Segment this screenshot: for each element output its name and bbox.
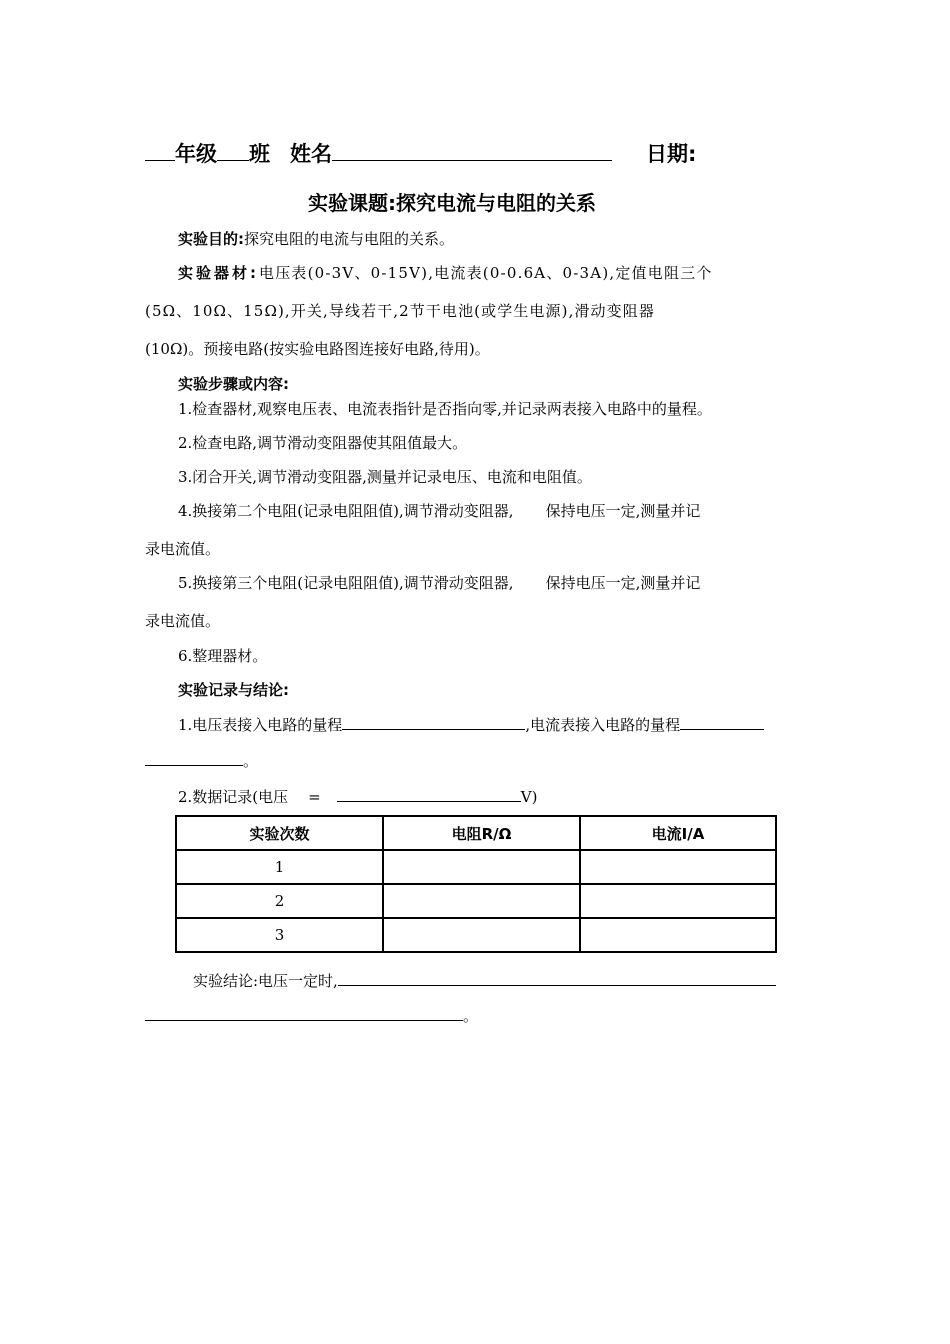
equipment-line-3: (10Ω)。预接电路(按实验电路图连接好电路,待用)。 [145, 340, 490, 358]
step-5-part-a: 5.换接第三个电阻(记录电阻阻值),调节滑动变阻器, [178, 574, 514, 592]
step-1: 1.检查器材,观察电压表、电流表指针是否指向零,并记录两表接入电路中的量程。 [178, 400, 712, 418]
step-2: 2.检查电路,调节滑动变阻器使其阻值最大。 [178, 434, 468, 452]
conclusion-end: 。 [463, 1006, 479, 1025]
resistance-cell[interactable] [383, 850, 580, 884]
purpose-label: 实验目的: [178, 230, 244, 248]
trial-number-cell: 2 [176, 884, 383, 918]
equipment-line-1 [178, 262, 806, 283]
conclusion-blank-2[interactable] [145, 1004, 463, 1021]
conclusion-line [193, 969, 776, 991]
conclusion-blank[interactable] [338, 969, 776, 986]
steps-label: 实验步骤或内容: [178, 375, 289, 393]
table-row [176, 850, 776, 884]
current-cell[interactable] [580, 884, 776, 918]
name-label: 姓名 [290, 142, 332, 167]
data-table [175, 815, 777, 953]
name-blank[interactable] [332, 138, 612, 161]
conclusion-line-2 [145, 1004, 478, 1026]
equipment-label: 实验器材: [178, 264, 259, 282]
data-record-label: 2.数据记录(电压 [178, 787, 289, 806]
record-item-1-end: 。 [243, 751, 259, 770]
trial-number-cell: 3 [176, 918, 383, 952]
voltmeter-range-label: 1.电压表接入电路的量程 [178, 715, 343, 734]
step-5-part-b: 保持电压一定,测量并记 [545, 574, 701, 592]
ammeter-range-blank-2[interactable] [145, 749, 243, 766]
equipment-line-2: (5Ω、10Ω、15Ω),开关,导线若干,2节干电池(或学生电源),滑动变阻器 [145, 302, 655, 320]
step-4-continued: 录电流值。 [145, 540, 221, 558]
current-cell[interactable] [580, 918, 776, 952]
step-5-continued: 录电流值。 [145, 612, 221, 630]
student-info-header [145, 138, 696, 168]
ammeter-range-blank[interactable] [680, 713, 764, 730]
table-header-row [176, 816, 776, 850]
grade-blank[interactable] [145, 138, 175, 161]
step-4-part-a: 4.换接第二个电阻(记录电阻阻值),调节滑动变阻器, [178, 502, 514, 520]
table-row [176, 884, 776, 918]
class-blank[interactable] [217, 138, 249, 161]
record-item-1-continued [145, 749, 258, 771]
resistance-cell[interactable] [383, 918, 580, 952]
date-label: 日期: [646, 142, 697, 167]
trial-number-cell: 1 [176, 850, 383, 884]
voltage-blank[interactable] [337, 785, 521, 802]
purpose-text: 探究电阻的电流与电阻的关系。 [244, 230, 455, 248]
step-4 [178, 500, 700, 521]
conclusion-label: 实验结论:电压一定时, [193, 971, 338, 990]
record-item-1 [178, 713, 764, 735]
header-current: 电流I/A [580, 816, 776, 850]
resistance-cell[interactable] [383, 884, 580, 918]
record-label: 实验记录与结论: [178, 681, 289, 699]
step-6: 6.整理器材。 [178, 647, 268, 665]
purpose-line [178, 228, 454, 249]
current-cell[interactable] [580, 850, 776, 884]
step-4-part-b: 保持电压一定,测量并记 [545, 502, 701, 520]
record-item-2 [178, 785, 537, 807]
voltage-unit: V) [520, 787, 538, 806]
grade-label: 年级 [175, 142, 217, 167]
class-label: 班 [249, 142, 270, 167]
ammeter-range-label: ,电流表接入电路的量程 [525, 715, 681, 734]
equipment-text-1: 电压表(0-3V、0-15V),电流表(0-0.6A、0-3A),定值电阻三个 [259, 264, 713, 282]
step-3: 3.闭合开关,调节滑动变阻器,测量并记录电压、电流和电阻值。 [178, 468, 592, 486]
page-title: 实验课题:探究电流与电阻的关系 [308, 191, 596, 215]
header-resistance: 电阻R/Ω [383, 816, 580, 850]
step-5 [178, 572, 700, 593]
header-trial-number: 实验次数 [176, 816, 383, 850]
voltmeter-range-blank[interactable] [342, 713, 525, 730]
equals-sign: = [308, 787, 321, 806]
table-row [176, 918, 776, 952]
